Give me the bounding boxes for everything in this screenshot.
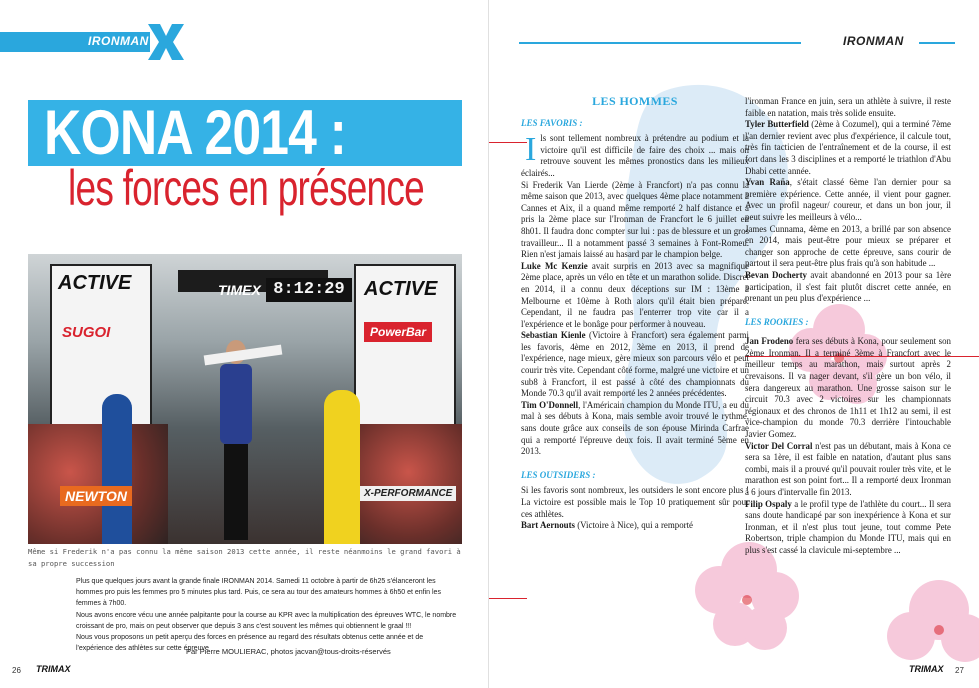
left-page bbox=[0, 0, 489, 688]
athlete-name: Sebastian Kienle bbox=[521, 330, 586, 341]
article-paragraph: Tyler Butterfield (2ème à Cozumel), qui a terminé 7ème l'an dernier revient avec plus d'expérience, il calcule tout, très fin tacticien de l'entraînement et de la course, il est fort dans les 3 disciplines et a remporté le triathlon d'Abu Dhabi cette année. bbox=[745, 119, 951, 176]
header-rule-right bbox=[519, 42, 801, 44]
spectator-left bbox=[102, 394, 132, 544]
athlete-name: Bart Aernouts bbox=[521, 520, 575, 531]
intro-paragraph: Nous avons encore vécu une année palpitante pour la course au KPR avec la multiplication des épreuves WTC, le nombre croissant de pro, mais on peut observer que depuis 3 ans c'est souvent les mêmes qui obtiennent le graal !!! bbox=[76, 611, 457, 630]
article-paragraph: Sebastian Kienle (Victoire à Francfort) sera également parmi les favoris, 4ème en 2012, 3ème en 2013, il prend de l'expérience, nage mieux, gère mieux son parcours vélo et peut courir très vite. Cependant côté forme, malgré une victoire et un sub8 à Francfort, il est passé à côté des championnats du Monde 70.3 qu'il avait remporté les 2 années précédentes. bbox=[521, 330, 749, 399]
sponsor-active-right: ACTIVE bbox=[364, 278, 438, 300]
sponsor-powerbar: PowerBar bbox=[364, 322, 432, 342]
athlete-name: Tyler Butterfield bbox=[745, 119, 809, 130]
athlete-name: Jan Frodeno bbox=[745, 336, 794, 347]
article-column-a bbox=[521, 96, 749, 532]
subheading-favoris: LES FAVORIS : bbox=[521, 117, 583, 128]
athlete-name: Filip Ospaly bbox=[745, 498, 792, 509]
athlete-name: Bevan Docherty bbox=[745, 269, 807, 280]
right-page bbox=[489, 0, 979, 688]
athlete-figure bbox=[214, 340, 258, 544]
dropcap: I bbox=[525, 131, 537, 169]
article-paragraph: Jan Frodeno fera ses débuts à Kona, pour seulement son 2ème Ironman. Il a terminé 3ème à Francfort avec le meilleur temps au marathon, mais surtout après 2 crevaisons. Il va nager devant, s'il gère un bon vélo, il sera dangereux au marathon. Une grosse saison sur le circuit 70.3 avec 2 victoires sur les championnats régionaux et des chronos de 1h11 et 1h12 au semi, il est vice-champion du monde 70.3 derrière l'intouchable Javier Gomez. bbox=[745, 336, 951, 440]
article-paragraph: Si Frederik Van Lierde (2ème à Francfort) n'a pas connu la même saison que 2013, avec quelques 4ème place notamment à Cannes et Aix, il a quand même remporté 2 half distance et a pris la 2ème place sur l'Ironman de Francfort le 6 juillet en 8h01. Il faudra donc compter sur lui : pas de blessure et un gros travailleur... Il a notamment passé 3 semaines à Font-Romeu. Rien n'est jamais laissé au hasard par le champion belge. bbox=[521, 179, 749, 260]
subheading-rookies: LES ROOKIES : bbox=[745, 316, 809, 327]
intro-paragraph: Nous vous proposons un petit aperçu des forces en présence au regard des résultats obtenus cette année et de l'expérience des athlètes sur cette épreuve bbox=[76, 634, 424, 653]
header-rule-right-short bbox=[919, 42, 955, 44]
intro-text bbox=[76, 576, 462, 654]
ironman-x-logo-icon bbox=[144, 20, 188, 64]
page-title-line2: les forces en présence bbox=[68, 160, 424, 216]
athlete-name: Luke Mc Kenzie bbox=[521, 260, 588, 271]
subheading-outsiders: LES OUTSIDERS : bbox=[521, 469, 596, 480]
article-paragraph: Filip Ospaly a le profil type de l'athlète du court... Il sera sans doute handicapé par son inexpérience à Kona et sur Ironman, et il n'est plus tout jeune, tout comme Pete Robertson, triple champion du Monde ITU, mais qui en plus s'est cassé la clavicule mi-septembre ... bbox=[745, 498, 951, 555]
article-column-b bbox=[745, 96, 951, 557]
section-tag-right: IRONMAN bbox=[843, 34, 904, 48]
byline: Par Pierre MOULIERAC, photos jacvan@tous-droits-réservés bbox=[186, 647, 391, 656]
article-paragraph: Bevan Docherty avait abandonné en 2013 pour sa 1ère participation, il s'est fait plutôt discret cette année, en prenant un peu plus d'expérience ... bbox=[745, 269, 952, 304]
sponsor-timex: TIMEX bbox=[218, 282, 261, 298]
crowd-left bbox=[28, 424, 168, 544]
article-paragraph: Si les favoris sont nombreux, les outsiders le sont encore plus ! La victoire est possible mais le Top 10 pratiquement sûr pour ces athlètes. bbox=[521, 485, 749, 519]
race-clock: 8:12:29 bbox=[266, 278, 352, 302]
section-tag-left: IRONMAN bbox=[88, 34, 149, 48]
section-title: LES HOMMES bbox=[592, 94, 678, 108]
intro-paragraph: Plus que quelques jours avant la grande finale IRONMAN 2014. Samedi 11 octobre à partir de 6h25 s'élanceront les hommes pro puis les femmes pro 5 minutes plus tard. Puis, ce sera au tour des amateurs hommes à 6h50 et enfin les femmes à 7h00. bbox=[76, 578, 441, 608]
outsiders-rule bbox=[489, 598, 527, 599]
finish-line-photo bbox=[28, 254, 462, 544]
article-paragraph: James Cunnama, 4ème en 2013, a brillé par son absence en 2014, mais peut-être pour mieux se préparer et changer son approche de cette épreuve, sans courir de partout il sera peut-être plus frais qu'à son habitude ... bbox=[745, 223, 951, 269]
athlete-name: Tim O'Donnell bbox=[521, 399, 579, 410]
photo-caption: Même si Frederik n'a pas connu la même saison 2013 cette année, il reste néanmoins le grand favori à sa propre succession bbox=[28, 547, 461, 568]
athlete-name: Victor Del Corral bbox=[745, 440, 813, 451]
article-paragraph: Victor Del Corral n'est pas un débutant, mais à Kona ce sera sa 1ère, il est faible en natation, d'autant plus sans combi, mais il a prouvé qu'il pouvait rouler très vite, et le marathon est son point fort... Il a remporté deux Ironman à 6 jours d'intervalle fin 2013. bbox=[745, 440, 951, 497]
page-number-left: 26 bbox=[12, 666, 21, 675]
article-paragraph: Yvan Raña, s'était classé 6ème l'an dernier pour sa première expérience. Cette année, il vient pour gagner. Avec un profil nageur/ coureur, et dans un bon jour, il peut suivre les meilleurs à vélo... bbox=[745, 177, 951, 222]
page-number-right: 27 bbox=[955, 666, 964, 675]
sponsor-sugoi: SUGOI bbox=[62, 324, 111, 341]
article-paragraph: Bart Aernouts (Victoire à Nice), qui a remporté bbox=[521, 520, 693, 531]
sponsor-xperformance: X-PERFORMANCE bbox=[360, 486, 456, 501]
page-title-line1: KONA 2014 : bbox=[44, 98, 347, 168]
article-paragraph: Ils sont tellement nombreux à prétendre au podium et la victoire qu'il est difficile de faire des choix ... mais on retrouve souvent les mêmes pronostics dans les milieux éclairés... bbox=[521, 131, 749, 178]
article-paragraph: l'ironman France en juin, sera un athlète à suivre, il reste faible en natation, mais très solide ensuite. bbox=[745, 96, 951, 118]
sponsor-active-left: ACTIVE bbox=[58, 272, 132, 294]
athlete-name: Yvan Raña bbox=[745, 177, 790, 188]
magazine-logo-right: TRIMAX bbox=[909, 664, 944, 674]
article-paragraph: Luke Mc Kenzie avait surpris en 2013 avec sa magnifique 2ème place, après un vélo en tête et un marathon solide. Discret en 2014, il a connu deux déceptions sur IM : 13ème à Melbourne et 10ème à Roth alors qu'il était bien préparé. Cependant, il ne faudra pas l'enterrer trop vite car il a l'expérience et le bonâge pour performer à nouveau. bbox=[521, 260, 749, 329]
article-paragraph: Tim O'Donnell, l'Américain champion du Monde ITU, a eu du mal à ses débuts à Kona, mais semble avoir trouvé le rythme, sans doute grâce aux conseils de son épouse Mirinda Carfrae qui a remporté l'épreuve deux fois. Il avait terminé 5ème en 2013. bbox=[521, 399, 749, 457]
spectator-right bbox=[324, 390, 360, 544]
magazine-logo-left: TRIMAX bbox=[36, 664, 71, 674]
sponsor-newton: NEWTON bbox=[60, 486, 132, 506]
